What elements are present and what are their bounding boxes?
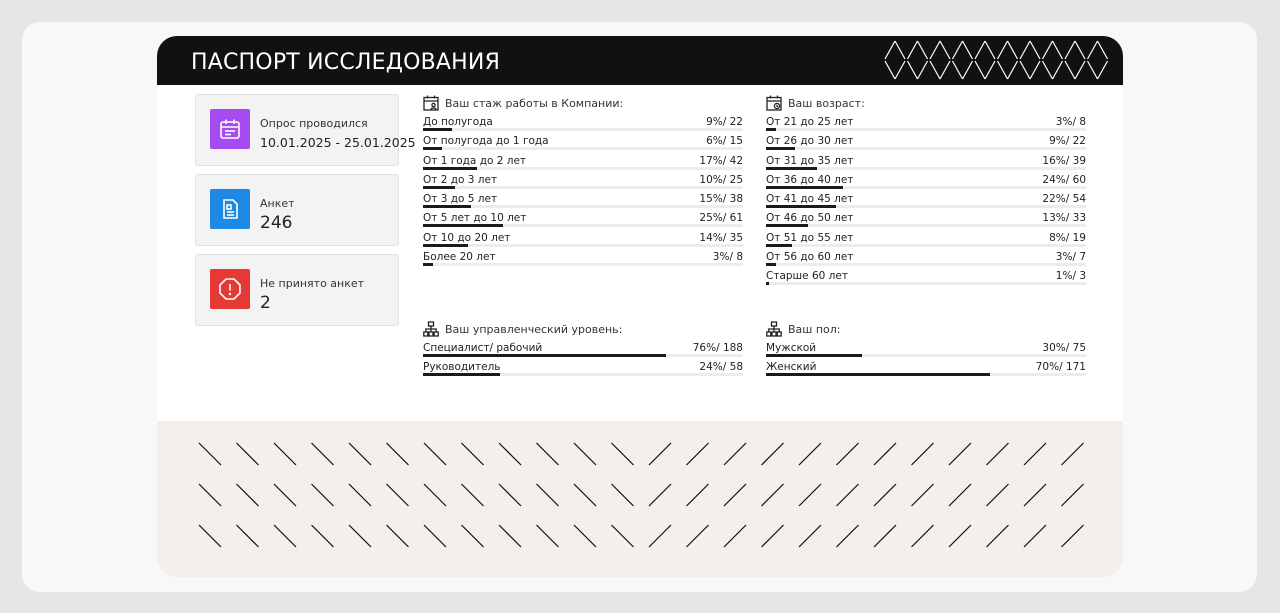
row-value: 8%/ 19	[1049, 231, 1086, 244]
row-label: От 5 лет до 10 лет	[423, 212, 527, 225]
calendar-icon	[210, 109, 250, 149]
progress-fill	[423, 354, 666, 357]
gender-rows	[766, 340, 1086, 379]
stripe-pattern-decoration	[157, 421, 1123, 577]
row-value: 3%/ 8	[1055, 116, 1086, 128]
document-icon	[210, 189, 250, 229]
survey-period-label: Опрос проводился	[260, 117, 368, 130]
progress-track	[423, 186, 743, 189]
progress-fill	[423, 186, 455, 189]
progress-track	[423, 373, 743, 376]
list-item	[766, 268, 1086, 287]
age-section	[766, 94, 1086, 288]
row-value: 22%/ 54	[1042, 193, 1086, 206]
progress-fill	[423, 128, 452, 131]
progress-track	[766, 224, 1086, 227]
list-item	[423, 133, 743, 152]
gender-section	[766, 320, 1086, 379]
list-item	[423, 230, 743, 249]
list-item	[423, 114, 743, 133]
list-item	[766, 114, 1086, 133]
row-value: 15%/ 38	[699, 193, 743, 206]
warning-icon	[210, 269, 250, 309]
forms-count-label: Анкет	[260, 197, 295, 210]
list-item	[423, 359, 743, 378]
progress-track	[766, 186, 1086, 189]
diamond-pattern-decoration	[883, 39, 1111, 83]
list-item	[423, 249, 743, 268]
row-label: От 2 до 3 лет	[423, 173, 498, 186]
list-item	[766, 153, 1086, 172]
progress-track	[423, 263, 743, 266]
level-section	[423, 320, 743, 379]
progress-fill	[766, 205, 836, 208]
hierarchy-icon	[423, 321, 439, 337]
progress-track	[766, 282, 1086, 285]
progress-fill	[423, 167, 477, 170]
row-label: От полугода до 1 года	[423, 135, 549, 148]
row-value: 24%/ 60	[1042, 173, 1086, 186]
row-value: 1%/ 3	[1055, 270, 1086, 283]
progress-track	[423, 244, 743, 247]
list-item	[423, 340, 743, 359]
row-value: 17%/ 42	[699, 154, 743, 167]
progress-fill	[766, 128, 776, 131]
progress-track	[423, 128, 743, 131]
row-label: От 31 до 35 лет	[766, 154, 854, 167]
row-value: 10%/ 25	[699, 173, 743, 186]
row-label: Мужской	[766, 342, 817, 354]
row-value: 25%/ 61	[699, 212, 743, 225]
survey-period-tile	[195, 94, 416, 166]
row-value: 76%/ 188	[692, 342, 743, 354]
row-label: От 10 до 20 лет	[423, 231, 511, 244]
row-label: От 1 года до 2 лет	[423, 154, 527, 167]
progress-track	[766, 167, 1086, 170]
row-value: 30%/ 75	[1042, 342, 1086, 354]
row-value: 70%/ 171	[1035, 361, 1086, 374]
row-value: 9%/ 22	[706, 116, 743, 128]
calendar-person-icon	[423, 95, 439, 111]
row-label: До полугода	[423, 116, 493, 128]
forms-count-value: 246	[260, 213, 293, 233]
progress-track	[766, 263, 1086, 266]
progress-track	[766, 354, 1086, 357]
row-label: Женский	[766, 361, 817, 374]
row-label: Специалист/ рабочий	[423, 342, 543, 354]
row-label: Более 20 лет	[423, 251, 496, 264]
list-item	[423, 172, 743, 191]
list-item	[766, 133, 1086, 152]
rejected-forms-tile	[195, 254, 399, 326]
progress-fill	[766, 147, 795, 150]
row-value: 24%/ 58	[699, 361, 743, 374]
progress-track	[766, 147, 1086, 150]
progress-track	[423, 147, 743, 150]
page-title: ПАСПОРТ ИССЛЕДОВАНИЯ	[191, 50, 501, 75]
progress-fill	[766, 373, 990, 376]
research-passport-card	[157, 36, 1123, 577]
row-value: 6%/ 15	[706, 135, 743, 148]
progress-fill	[766, 186, 843, 189]
progress-track	[766, 128, 1086, 131]
list-item	[423, 153, 743, 172]
row-label: От 36 до 40 лет	[766, 173, 854, 186]
progress-fill	[766, 167, 817, 170]
row-label: От 51 до 55 лет	[766, 231, 854, 244]
tenure-rows	[423, 114, 743, 268]
progress-fill	[766, 263, 776, 266]
list-item	[766, 210, 1086, 229]
rejected-forms-value: 2	[260, 293, 271, 313]
list-item	[766, 172, 1086, 191]
row-label: Старше 60 лет	[766, 270, 848, 283]
progress-fill	[423, 147, 442, 150]
row-label: От 56 до 60 лет	[766, 251, 854, 264]
row-label: От 46 до 50 лет	[766, 212, 854, 225]
age-rows	[766, 114, 1086, 288]
row-value: 3%/ 8	[712, 251, 743, 264]
progress-track	[423, 205, 743, 208]
row-value: 9%/ 22	[1049, 135, 1086, 148]
row-value: 14%/ 35	[699, 231, 743, 244]
list-item	[423, 191, 743, 210]
list-item	[766, 340, 1086, 359]
row-label: От 21 до 25 лет	[766, 116, 854, 128]
progress-fill	[766, 354, 862, 357]
row-value: 3%/ 7	[1055, 251, 1086, 264]
list-item	[766, 230, 1086, 249]
progress-fill	[423, 244, 468, 247]
row-value: 13%/ 33	[1042, 212, 1086, 225]
calendar-clock-icon	[766, 95, 782, 111]
list-item	[766, 249, 1086, 268]
progress-track	[423, 167, 743, 170]
progress-track	[423, 224, 743, 227]
tenure-section	[423, 94, 743, 268]
row-label: От 3 до 5 лет	[423, 193, 498, 206]
progress-fill	[766, 282, 769, 285]
row-label: От 26 до 30 лет	[766, 135, 854, 148]
progress-fill	[766, 224, 808, 227]
forms-count-tile	[195, 174, 399, 246]
progress-fill	[766, 244, 792, 247]
progress-fill	[423, 263, 433, 266]
row-label: Руководитель	[423, 361, 501, 374]
progress-track	[423, 354, 743, 357]
rejected-forms-label: Не принято анкет	[260, 277, 365, 290]
progress-fill	[423, 224, 503, 227]
progress-track	[766, 205, 1086, 208]
progress-fill	[423, 205, 471, 208]
survey-period-value: 10.01.2025 - 25.01.2025	[260, 135, 416, 150]
gender-title: Ваш пол:	[788, 322, 841, 336]
level-title: Ваш управленческий уровень:	[445, 322, 623, 336]
tenure-title: Ваш стаж работы в Компании:	[445, 96, 624, 110]
age-title: Ваш возраст:	[788, 96, 865, 110]
level-rows	[423, 340, 743, 379]
header-bar	[157, 36, 1123, 85]
progress-track	[766, 373, 1086, 376]
row-label: От 41 до 45 лет	[766, 193, 854, 206]
progress-fill	[423, 373, 500, 376]
list-item	[766, 191, 1086, 210]
hierarchy-icon	[766, 321, 782, 337]
progress-track	[766, 244, 1086, 247]
row-value: 16%/ 39	[1042, 154, 1086, 167]
list-item	[423, 210, 743, 229]
list-item	[766, 359, 1086, 378]
